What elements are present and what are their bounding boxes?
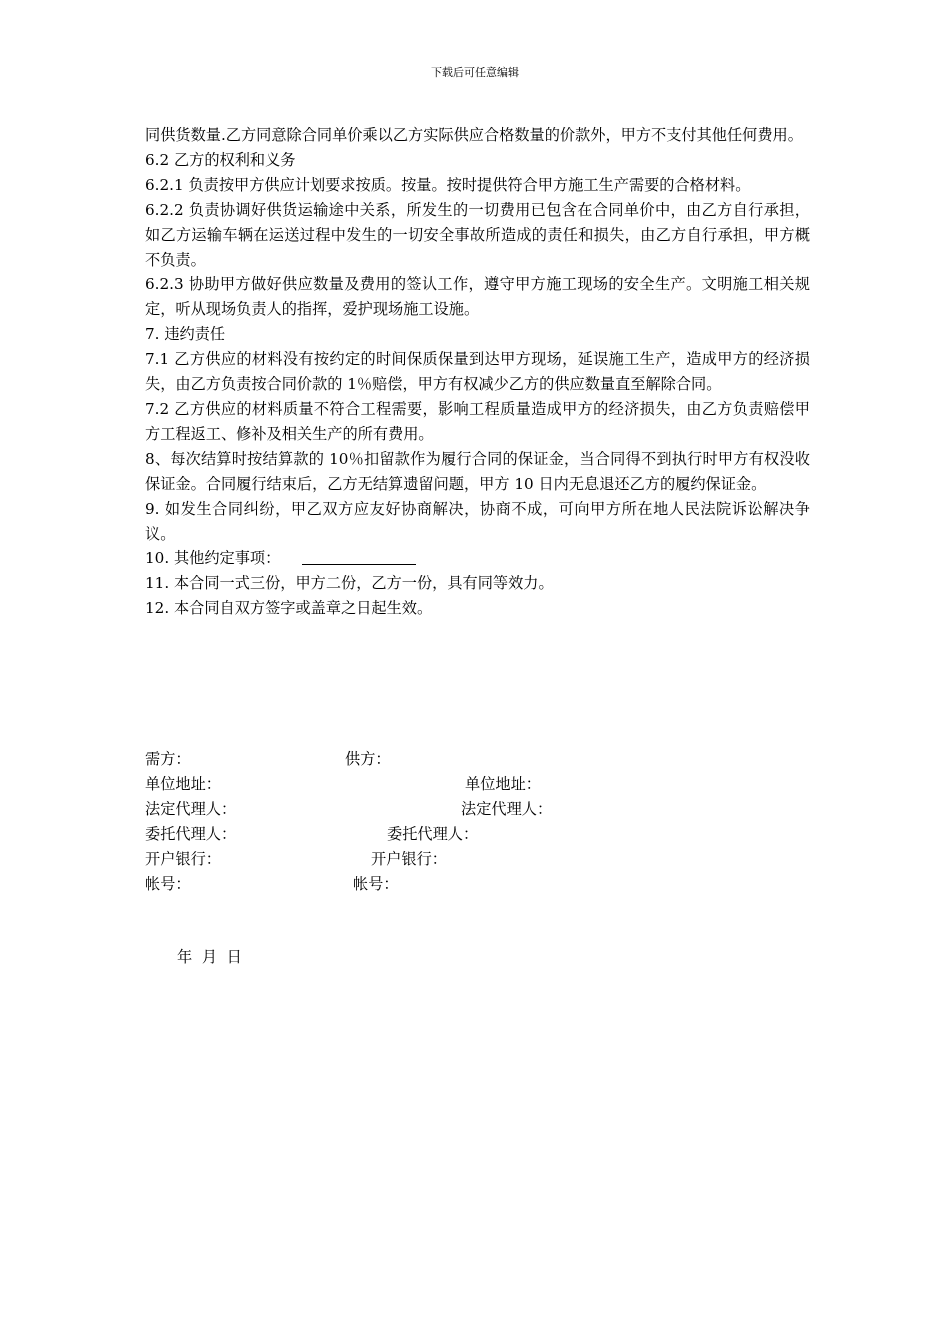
clause-6-2-1: 6.2.1 负责按甲方供应计划要求按质。按量。按时提供符合甲方施工生产需要的合格材料。 [145, 175, 751, 194]
supplier-account-label: 帐号： [353, 875, 399, 893]
clause-9: 9. 如发生合同纠纷，甲乙双方应友好协商解决，协商不成，可向甲方所在地人民法院诉讼解决争议。 [145, 499, 810, 543]
date-line: 年 月 日 [177, 948, 242, 966]
signature-row-bank [145, 849, 810, 869]
clause-10 [145, 546, 810, 571]
signature-row-address [145, 774, 810, 794]
buyer-agent-label: 委托代理人： [145, 825, 237, 843]
clause-7-2: 7.2 乙方供应的材料质量不符合工程需要，影响工程质量造成甲方的经济损失，由乙方负责赔偿甲方工程返工、修补及相关生产的所有费用。 [145, 399, 810, 443]
buyer-bank-label: 开户银行： [145, 850, 221, 868]
signature-row-account [145, 874, 810, 894]
supplier-address-label: 单位地址： [465, 775, 541, 793]
buyer-legal-rep-label: 法定代理人： [145, 800, 237, 818]
section-6-2-heading: 6.2 乙方的权利和义务 [145, 150, 296, 169]
clause-8: 8、每次结算时按结算款的 10％扣留款作为履行合同的保证金，当合同得不到执行时甲方有权没收保证金。合同履行结束后，乙方无结算遗留问题，甲方 10 日内无息退还乙方的履约保证金。 [145, 449, 810, 493]
clause-7-1: 7.1 乙方供应的材料没有按约定的时间保质保量到达甲方现场，延误施工生产，造成甲方的经济损失，由乙方负责按合同价款的 1％赔偿，甲方有权减少乙方的供应数量直至解除合同。 [145, 350, 810, 394]
buyer-label: 需方： [145, 750, 191, 768]
supplier-agent-label: 委托代理人： [387, 825, 479, 843]
clause-6-2-2: 6.2.2 负责协调好供货运输途中关系，所发生的一切费用已包含在合同单价中，由乙方自行承担，如乙方运输车辆在运送过程中发生的一切安全事故所造成的责任和损失，由乙方自行承担，甲方概不负责。 [145, 200, 810, 269]
page-header: 下载后可任意编辑 [431, 66, 519, 79]
clause-6-2-3: 6.2.3 协助甲方做好供应数量及费用的签认工作，遵守甲方施工现场的安全生产。文明施工相关规定，听从现场负责人的指挥，爱护现场施工设施。 [145, 275, 810, 319]
section-7-heading: 7. 违约责任 [145, 325, 226, 344]
other-matters-label: 10. 其他约定事项： [145, 549, 281, 568]
supplier-label: 供方： [345, 750, 391, 768]
fill-in-blank-line [302, 547, 416, 565]
buyer-address-label: 单位地址： [145, 775, 221, 793]
clause-12: 12. 本合同自双方签字或盖章之日起生效。 [145, 599, 433, 618]
buyer-account-label: 帐号： [145, 875, 191, 893]
supplier-legal-rep-label: 法定代理人： [461, 800, 553, 818]
signature-row-parties [145, 749, 810, 769]
clause-11: 11. 本合同一式三份，甲方二份，乙方一份，具有同等效力。 [145, 574, 554, 593]
signature-row-agent [145, 824, 810, 844]
paragraph-supply-quantity: 同供货数量.乙方同意除合同单价乘以乙方实际供应合格数量的价款外，甲方不支付其他任何费用。 [145, 126, 803, 144]
supplier-bank-label: 开户银行： [371, 850, 447, 868]
contract-body [145, 123, 810, 621]
signature-row-legal-rep [145, 799, 810, 819]
